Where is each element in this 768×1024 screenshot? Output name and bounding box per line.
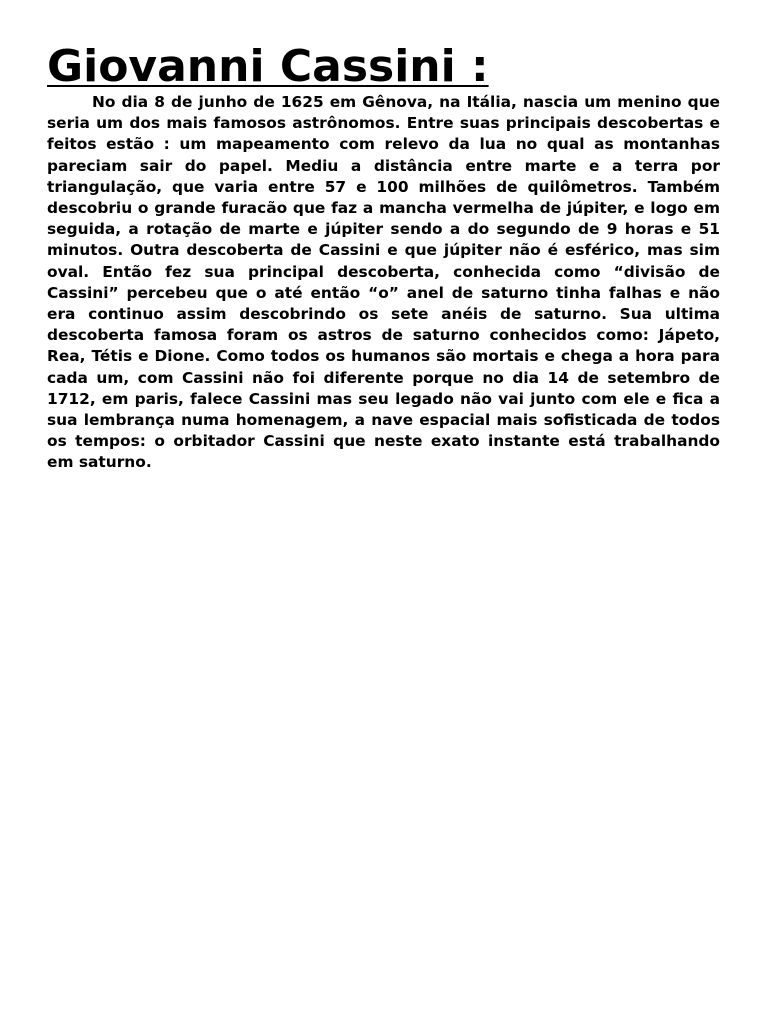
body-paragraph: No dia 8 de junho de 1625 em Gênova, na Itália, nascia um menino que seria um dos mais famosos astrônomos. Entre suas principais descobertas e feitos estão : um mapeamento com relevo da lua no qual as montanhas pareciam sair do papel. Mediu a distância entre marte e a terra por triangulação, que varia entre 57 e 100 milhões de quilômetros. Também descobriu o grande furacão que faz a mancha vermelha de júpiter, e logo em seguida, a rotação de marte e júpiter sendo a do segundo de 9 horas e 51 minutos. Outra descoberta de Cassini e que júpiter não é esférico, mas sim oval. Então fez sua principal descoberta, conhecida como “divisão de Cassini” percebeu que o até então “o” anel de saturno tinha falhas e não era continuo assim descobrindo os sete anéis de saturno. Sua ultima descoberta famosa foram os astros de saturno conhecidos como: Jápeto, Rea, Tétis e Dione. Como todos os humanos são mortais e chega a hora para cada um, com Cassini não foi diferente porque no dia 14 de setembro de 1712, em paris, falece Cassini mas seu legado não vai junto com ele e fica a sua lembrança numa homenagem, a nave espacial mais sofisticada de todos os tempos: o orbitador Cassini que neste exato instante está trabalhando em saturno. [47,93,720,472]
page-title: Giovanni Cassini : [47,41,489,92]
